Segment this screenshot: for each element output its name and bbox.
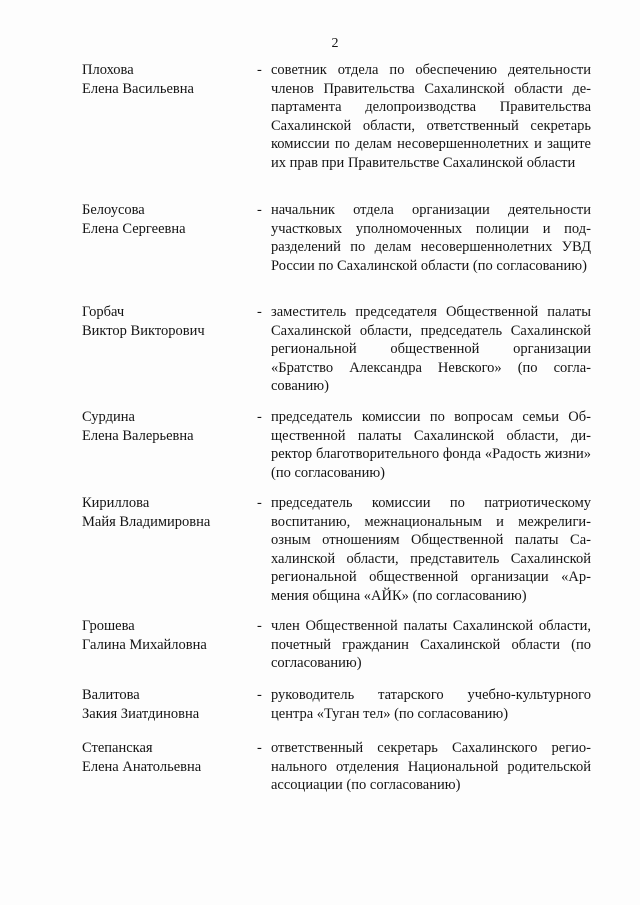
member-name <box>82 303 252 341</box>
list-dash: - <box>257 618 262 634</box>
member-name <box>82 61 252 99</box>
member-given-names: Закия Зиатдиновна <box>82 706 200 722</box>
member-surname: Грошева <box>82 618 135 634</box>
list-dash: - <box>257 304 262 320</box>
member-given-names: Елена Васильевна <box>82 81 194 97</box>
member-name <box>82 408 252 446</box>
member-name <box>82 494 252 532</box>
member-role: член Общественной палаты Сахалинской области, почетный гражданин Сахалинской области (по согласованию) <box>271 618 591 672</box>
member-surname: Горбач <box>82 304 125 320</box>
member-role: начальник отдела организации деятельности участковых уполномоченных полиции и подразделений по делам несовершеннолетних УВД России по Сахалинской области (по согласованию) <box>271 202 591 274</box>
list-dash: - <box>257 740 262 756</box>
page-number: 2 <box>331 36 339 51</box>
member-role: заместитель председателя Общественной палаты Сахалинской области, председатель Сахалинской региональной общественной организации «Братство Александра Невского» (по согласованию) <box>271 304 591 395</box>
member-surname: Сурдина <box>82 409 135 425</box>
list-dash: - <box>257 409 262 425</box>
member-name <box>82 686 252 724</box>
member-role: советник отдела по обеспечению деятельности членов Правительства Сахалинской области департамента делопроизводства Правительства Сахалинской области, ответственный секретарь комиссии по делам несовершеннолетних и защите их прав при Правительстве Сахалинской области <box>271 62 591 171</box>
member-given-names: Виктор Викторович <box>82 323 205 339</box>
member-given-names: Елена Валерьевна <box>82 428 194 444</box>
member-role: руководитель татарского учебно-культурного центра «Туган тел» (по согласованию) <box>271 687 591 722</box>
member-given-names: Галина Михайловна <box>82 637 207 653</box>
member-role: ответственный секретарь Сахалинского регионального отделения Национальной родительской ассоциации (по согласованию) <box>271 740 591 794</box>
member-role: председатель комиссии по вопросам семьи Общественной палаты Сахалинской области, директор благотворительного фонда «Радость жизни» (по согласованию) <box>271 409 591 481</box>
member-surname: Белоусова <box>82 202 145 218</box>
list-dash: - <box>257 62 262 78</box>
member-surname: Плохова <box>82 62 134 78</box>
member-given-names: Елена Сергеевна <box>82 221 186 237</box>
member-surname: Валитова <box>82 687 140 703</box>
member-name <box>82 201 252 239</box>
list-dash: - <box>257 202 262 218</box>
list-dash: - <box>257 495 262 511</box>
member-given-names: Майя Владимировна <box>82 514 211 530</box>
member-name <box>82 617 252 655</box>
member-name <box>82 739 252 777</box>
member-surname: Кириллова <box>82 495 150 511</box>
member-surname: Степанская <box>82 740 153 756</box>
member-role: председатель комиссии по патриотическому воспитанию, межнациональным и межрелигиозным отношениям Общественной палаты Сахалинской области, представитель Сахалинской региональной общественной организации «Армения община «АЙК» (по согласованию) <box>271 495 591 604</box>
list-dash: - <box>257 687 262 703</box>
member-given-names: Елена Анатольевна <box>82 759 202 775</box>
